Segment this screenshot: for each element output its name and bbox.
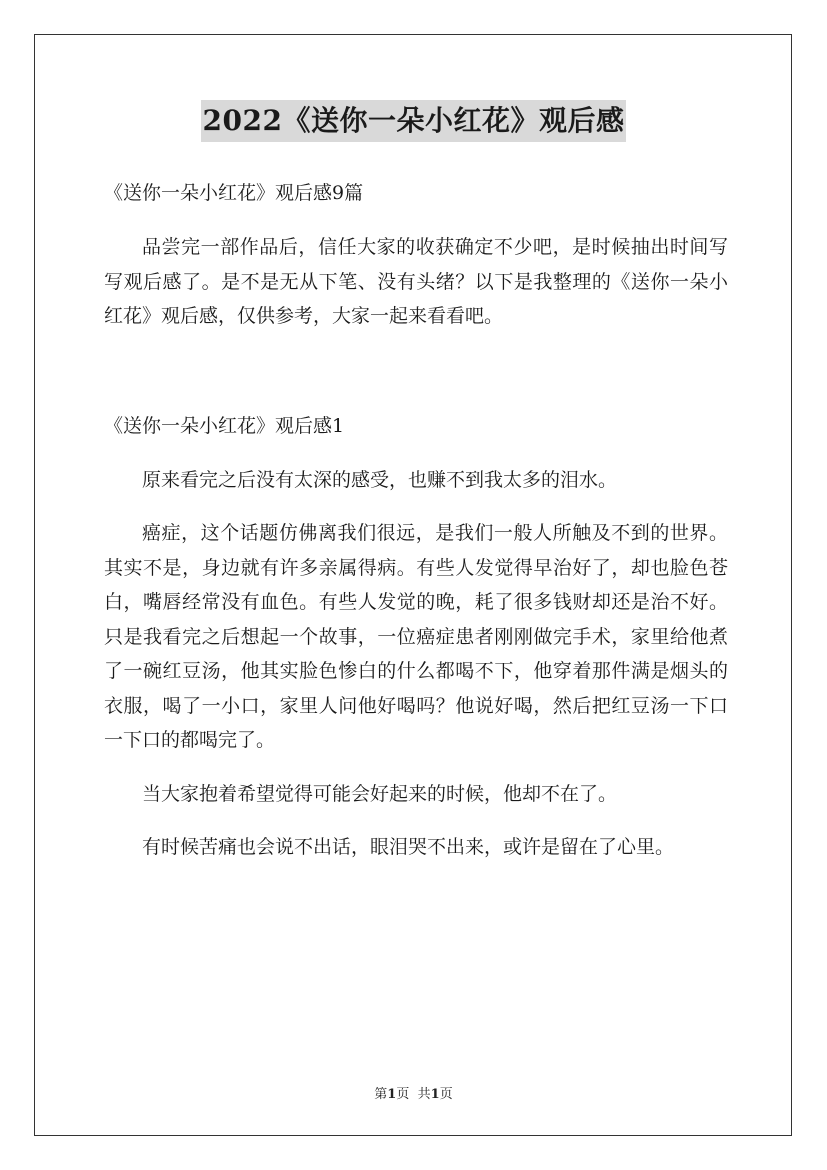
section-heading: 《送你一朵小红花》观后感1 bbox=[104, 414, 345, 437]
page-label-prefix: 第 bbox=[374, 1087, 388, 1102]
page-label-suffix: 页 bbox=[396, 1087, 410, 1102]
page-total: 1 bbox=[430, 1087, 440, 1102]
page-footer bbox=[0, 1083, 827, 1102]
body-paragraph: 原来看完之后没有太深的感受，也赚不到我太多的泪水。 bbox=[142, 468, 618, 491]
total-label-prefix: 共 bbox=[417, 1087, 431, 1102]
document-title: 2022《送你一朵小红花》观后感 bbox=[201, 100, 627, 142]
total-label-suffix: 页 bbox=[439, 1087, 453, 1102]
section-spacer bbox=[104, 353, 728, 409]
document-body bbox=[104, 176, 728, 884]
page-current: 1 bbox=[387, 1087, 397, 1102]
body-paragraph: 癌症，这个话题仿佛离我们很远，是我们一般人所触及不到的世界。其实不是，身边就有许多亲属得病。有些人发觉得早治好了，却也脸色苍白，嘴唇经常没有血色。有些人发觉的晚，耗了很多钱财却还是治不好。只是我看完之后想起一个故事，一位癌症患者刚刚做完手术，家里给他煮了一碗红豆汤，他其实脸色惨白的什么都喝不下，他穿着那件满是烟头的衣服，喝了一小口，家里人问他好喝吗？他说好喝，然后把红豆汤一下口一下口的都喝完了。 bbox=[104, 522, 728, 751]
title-container bbox=[0, 100, 827, 142]
body-paragraph: 当大家抱着希望觉得可能会好起来的时候，他却不在了。 bbox=[142, 782, 618, 805]
document-subtitle: 《送你一朵小红花》观后感9篇 bbox=[104, 182, 364, 204]
intro-paragraph: 品尝完一部作品后，信任大家的收获确定不少吧，是时候抽出时间写写观后感了。是不是无从下笔、没有头绪？以下是我整理的《送你一朵小红花》观后感，仅供参考，大家一起来看看吧。 bbox=[104, 236, 728, 327]
body-paragraph: 有时候苦痛也会说不出话，眼泪哭不出来，或许是留在了心里。 bbox=[142, 836, 675, 858]
